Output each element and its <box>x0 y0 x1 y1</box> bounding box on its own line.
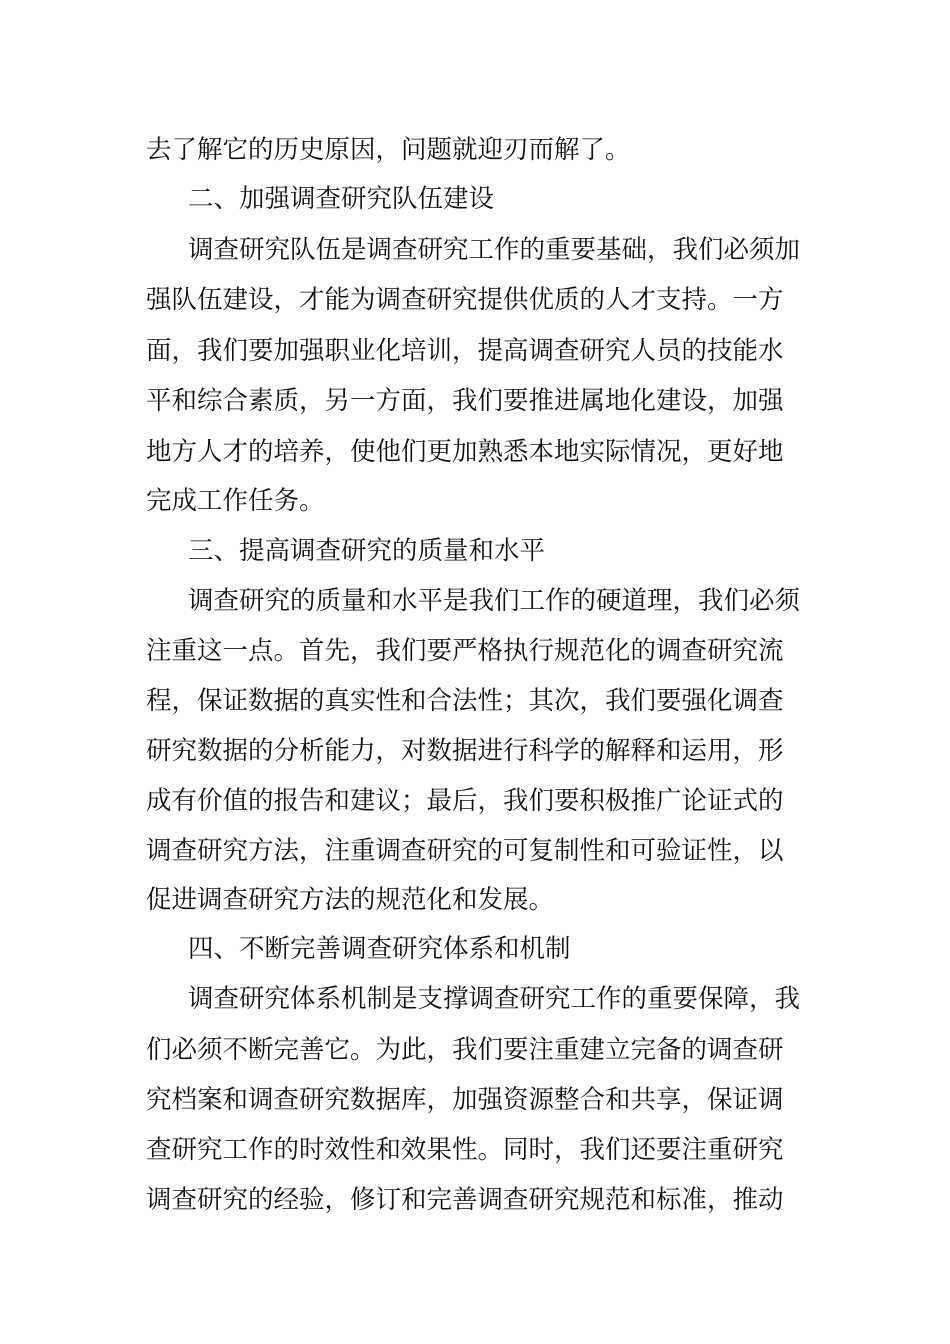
body-text-line: 完成工作任务。 <box>146 486 325 516</box>
body-text-line: 调查研究体系机制是支撑调查研究工作的重要保障，我 <box>188 984 801 1014</box>
body-text-line: 研究数据的分析能力，对数据进行科学的解释和运用，形 <box>146 736 784 766</box>
body-text-line: 注重这一点。首先，我们要严格执行规范化的调查研究流 <box>146 636 784 666</box>
section-heading: 二、加强调查研究队伍建设 <box>188 184 495 214</box>
body-text-line: 强队伍建设，才能为调查研究提供优质的人才支持。一方 <box>146 285 784 315</box>
body-text-line: 地方人才的培养，使他们更加熟悉本地实际情况，更好地 <box>146 437 784 467</box>
body-text-line: 查研究工作的时效性和效果性。同时，我们还要注重研究 <box>146 1135 784 1165</box>
body-text-line: 调查研究的质量和水平是我们工作的硬道理，我们必须 <box>188 586 801 616</box>
section-heading: 四、不断完善调查研究体系和机制 <box>188 934 571 964</box>
body-text-line: 面，我们要加强职业化培训，提高调查研究人员的技能水 <box>146 336 784 366</box>
section-heading: 三、提高调查研究的质量和水平 <box>188 536 546 566</box>
body-text-line: 们必须不断完善它。为此，我们要注重建立完备的调查研 <box>146 1035 784 1065</box>
body-text-line: 调查研究方法，注重调查研究的可复制性和可验证性，以 <box>146 836 784 866</box>
body-text-line: 调查研究的经验，修订和完善调查研究规范和标准，推动 <box>146 1185 784 1215</box>
body-text-line: 去了解它的历史原因，问题就迎刃而解了。 <box>146 135 631 165</box>
body-text-line: 促进调查研究方法的规范化和发展。 <box>146 885 555 915</box>
body-text-line: 平和综合素质，另一方面，我们要推进属地化建设，加强 <box>146 386 784 416</box>
body-text-line: 究档案和调查研究数据库，加强资源整合和共享，保证调 <box>146 1085 784 1115</box>
body-text-line: 调查研究队伍是调查研究工作的重要基础，我们必须加 <box>188 235 801 265</box>
body-text-line: 成有价值的报告和建议；最后，我们要积极推广论证式的 <box>146 786 784 816</box>
body-text-line: 程，保证数据的真实性和合法性；其次，我们要强化调查 <box>146 686 784 716</box>
